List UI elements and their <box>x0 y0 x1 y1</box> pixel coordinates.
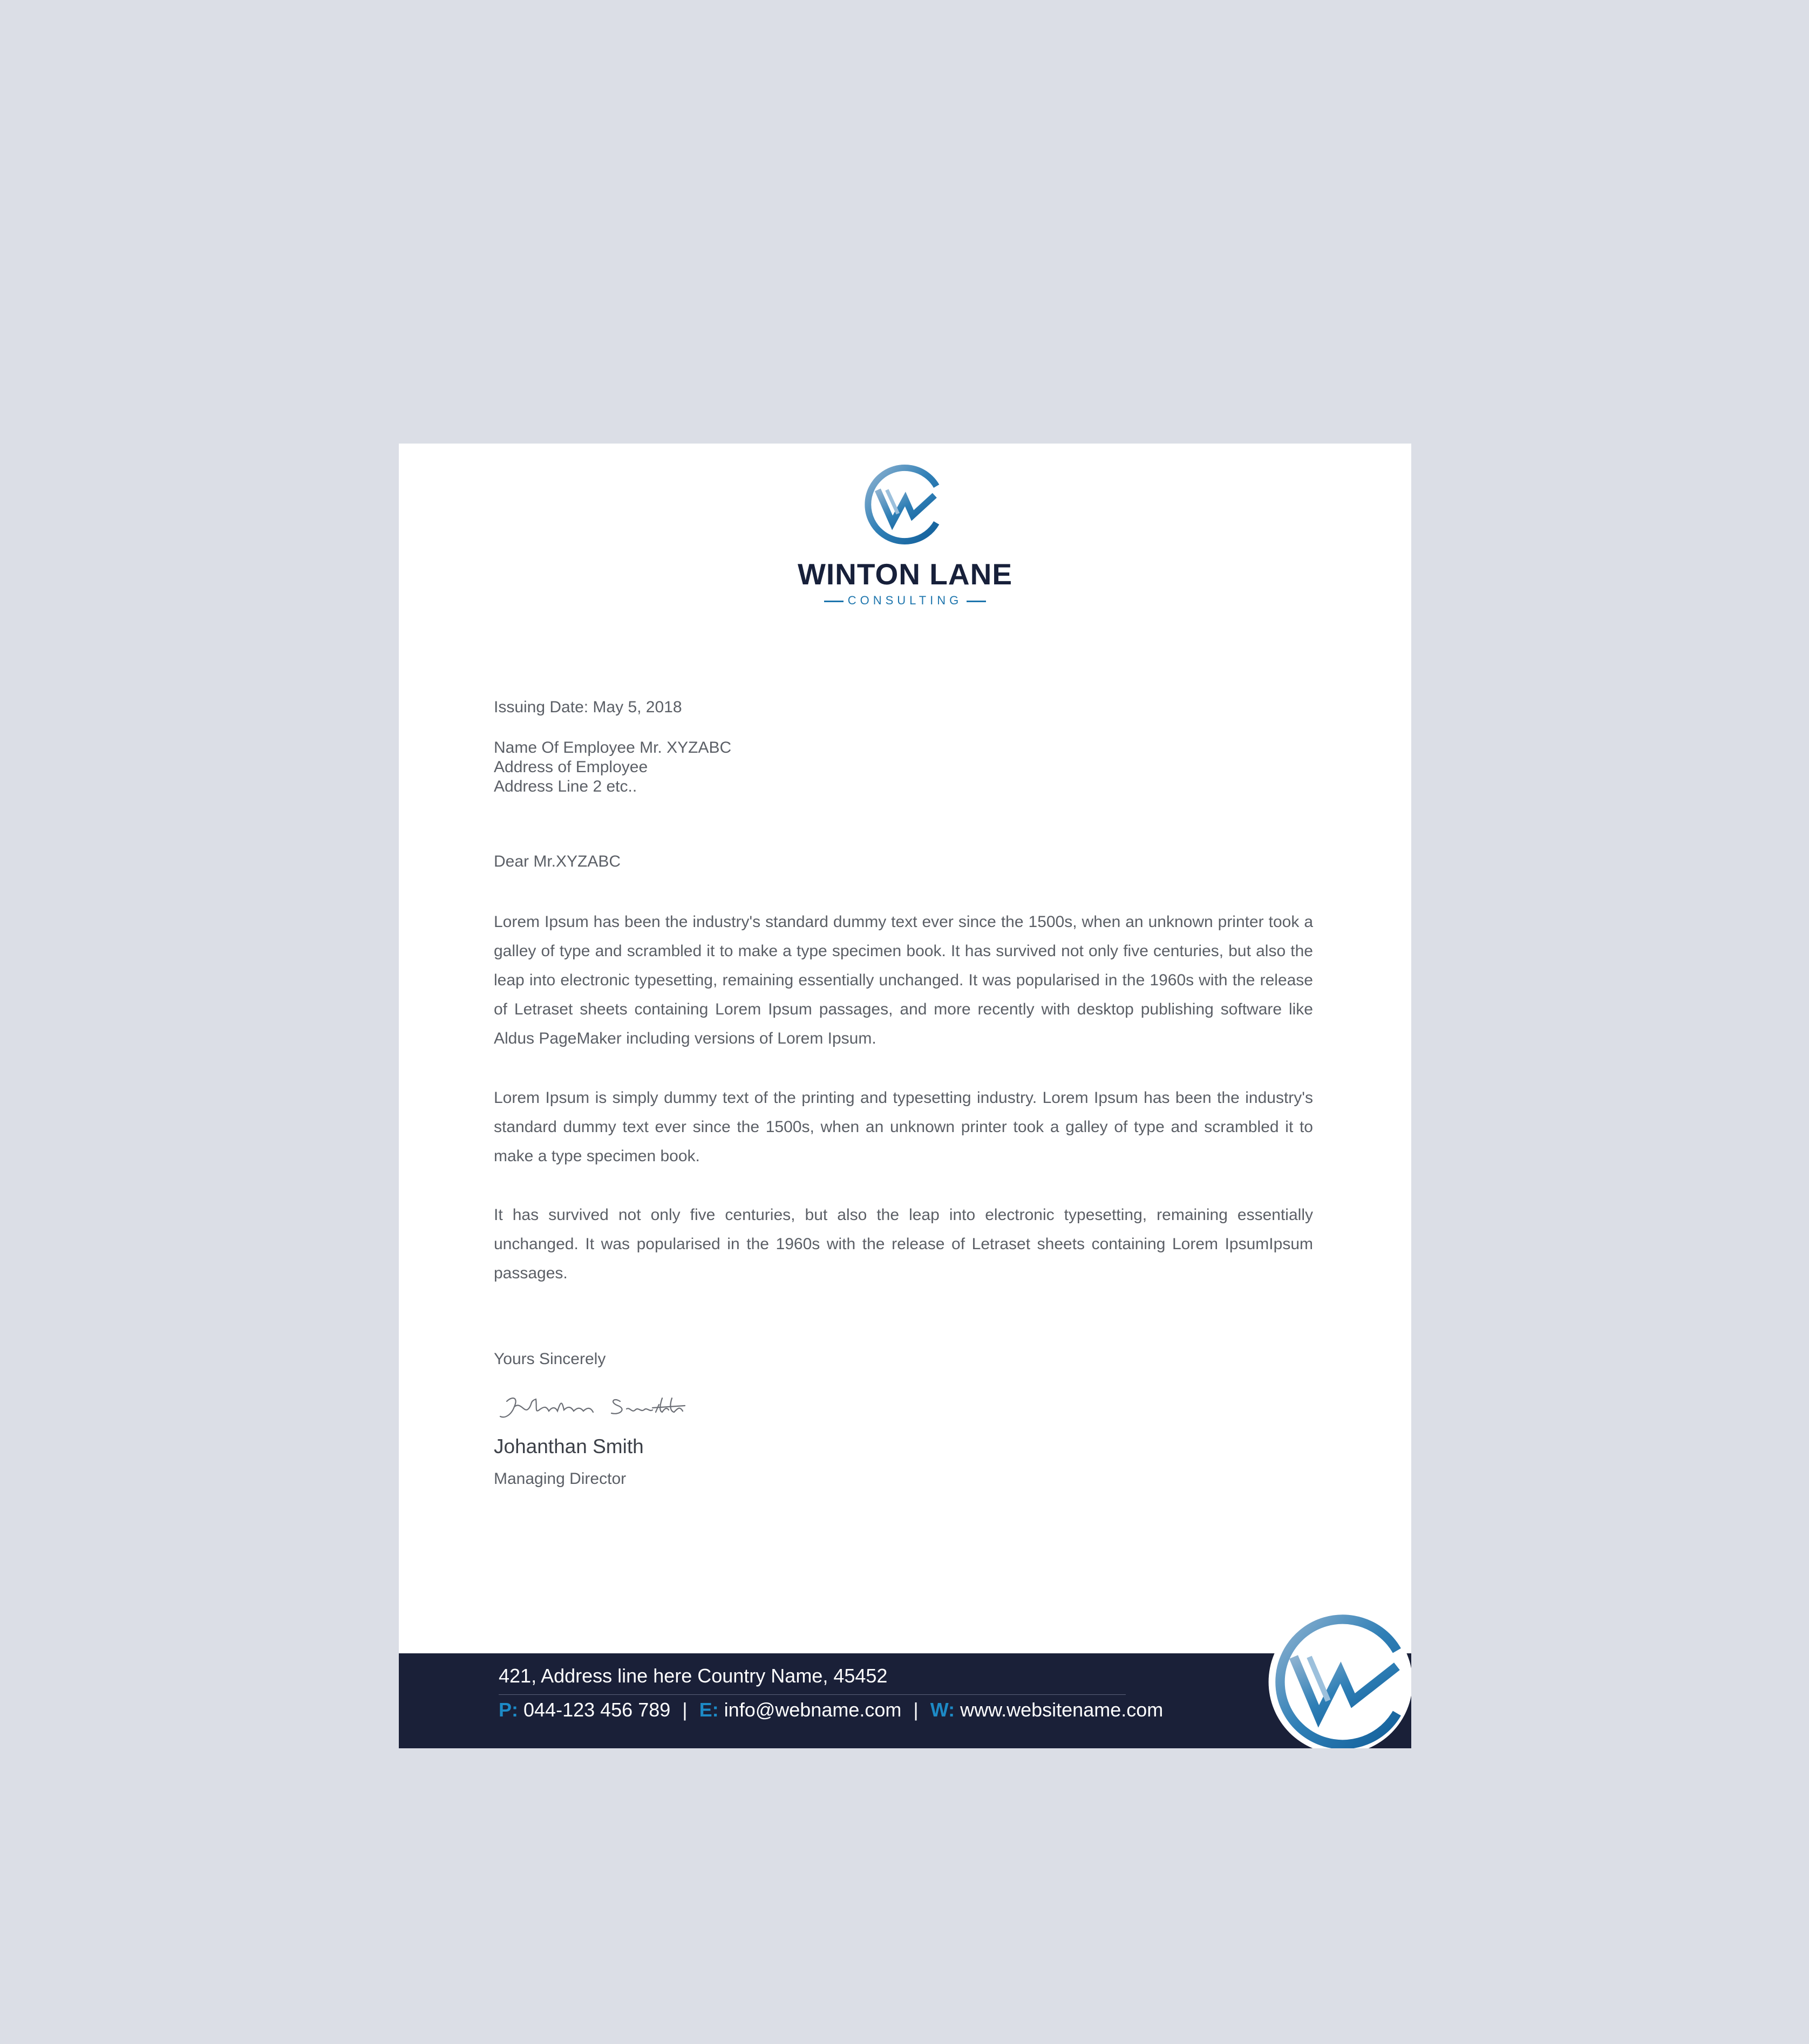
footer-divider <box>499 1694 1126 1695</box>
footer-contact-line <box>499 1699 1163 1721</box>
issuing-date: Issuing Date: May 5, 2018 <box>494 698 682 716</box>
website-address: www.websitename.com <box>960 1699 1164 1721</box>
phone-number: 044-123 456 789 <box>523 1699 671 1721</box>
closing: Yours Sincerely <box>494 1350 606 1368</box>
handwritten-signature <box>491 1385 739 1428</box>
separator: | <box>913 1699 919 1721</box>
brand-tagline <box>399 594 1411 608</box>
email-label: E: <box>699 1699 719 1721</box>
separator: | <box>682 1699 688 1721</box>
web-label: W: <box>930 1699 955 1721</box>
recipient-address-1: Address of Employee <box>494 758 648 776</box>
tagline-rule-left <box>824 601 844 602</box>
email-address: info@webname.com <box>724 1699 902 1721</box>
letterhead-page <box>399 444 1411 1748</box>
salutation: Dear Mr.XYZABC <box>494 853 621 870</box>
footer-address: 421, Address line here Country Name, 45452 <box>499 1665 888 1687</box>
recipient-block <box>494 738 731 796</box>
brand-tagline-text: CONSULTING <box>847 594 963 607</box>
signer-name: Johanthan Smith <box>494 1435 644 1457</box>
recipient-address-2: Address Line 2 etc.. <box>494 778 637 795</box>
footer-logo-icon <box>1262 1604 1411 1748</box>
body-paragraph: It has survived not only five centuries, but also the leap into electronic typesetting, remaining essentially unchanged. It was popularised in the 1960s with the release of Letraset sheets containing Lorem IpsumIpsum passages. <box>494 1206 1313 1282</box>
tagline-rule-right <box>967 601 986 602</box>
body-paragraph: Lorem Ipsum is simply dummy text of the printing and typesetting industry. Lorem Ipsum has been the industry's standard dummy text ever since the 1500s, when an unknown printer took a galley of type and scrambled it to make a type specimen book. <box>494 1089 1313 1165</box>
signer-title: Managing Director <box>494 1470 627 1488</box>
body-paragraph: Lorem Ipsum has been the industry's standard dummy text ever since the 1500s, when an unknown printer took a galley of type and scrambled it to make a type specimen book. It has survived not only five centuries, but also the leap into electronic typesetting, remaining essentially unchanged. It was popularised in the 1960s with the release of Letraset sheets containing Lorem Ipsum passages, and more recently with desktop publishing software like Aldus PageMaker including versions of Lorem Ipsum. <box>494 913 1313 1047</box>
wl-circle-logo-icon <box>858 459 949 550</box>
phone-label: P: <box>499 1699 518 1721</box>
brand-name: WINTON LANE <box>797 557 1012 591</box>
recipient-name: Name Of Employee Mr. XYZABC <box>494 739 732 757</box>
